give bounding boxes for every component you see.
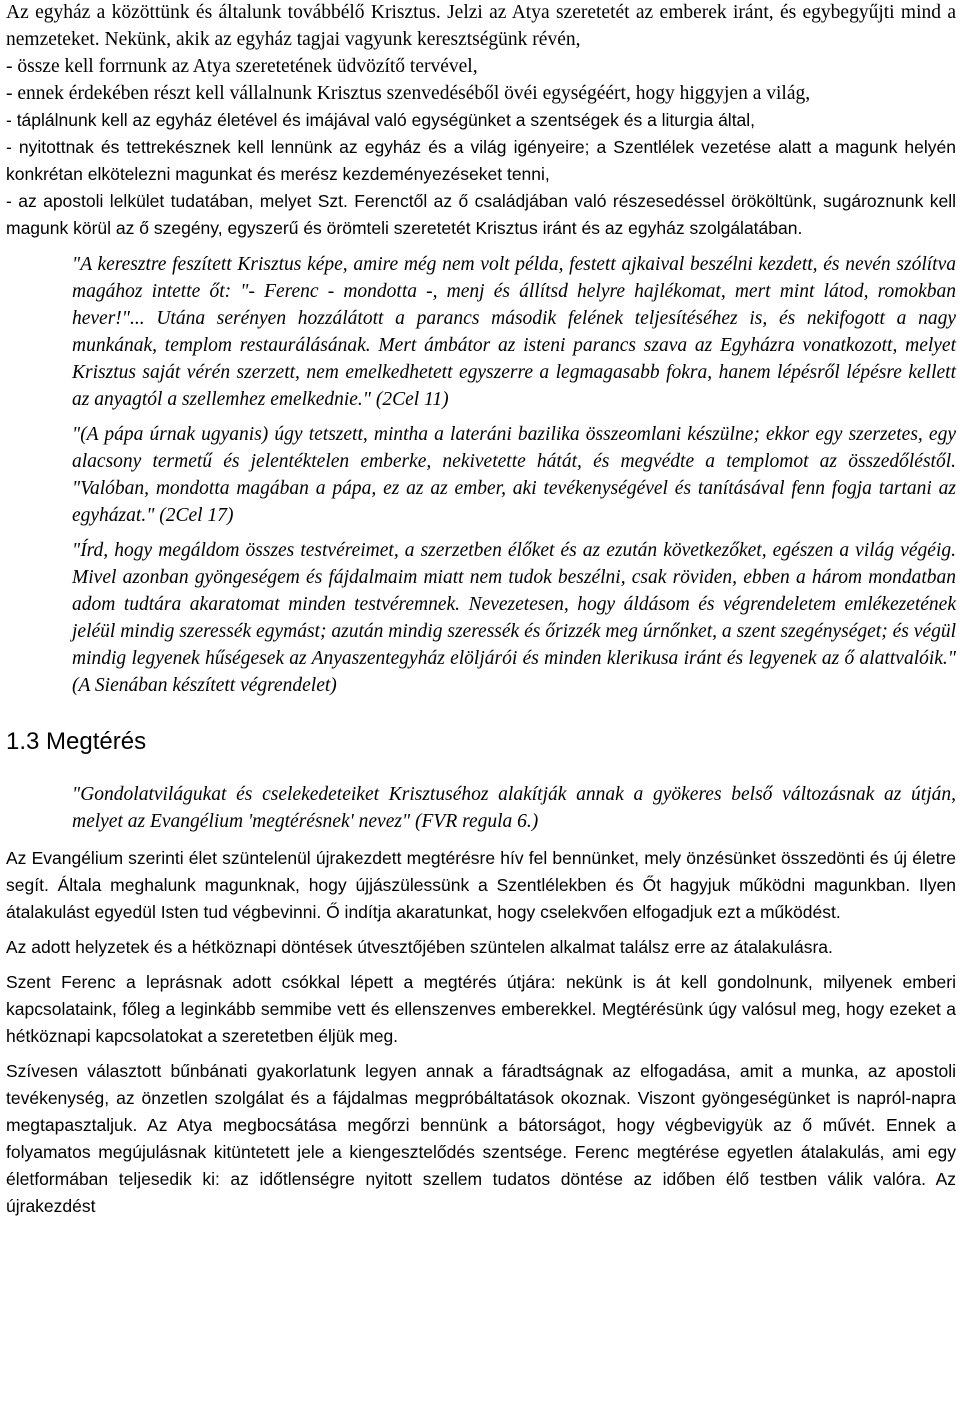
paragraph-leper-kiss: Szent Ferenc a leprásnak adott csókkal lépett a megtérés útjára: nekünk is át kell gondolnunk, milyenek emberi kapcsolataink, főleg a leginkább semmibe vett és ellenszenves emberekkel. Megtérésünk úgy valósul meg, hogy ezeket a hétköznapi kapcsolatokat a szeretetben éljük meg.	[6, 972, 956, 1046]
section-heading: 1.3 Megtérés	[6, 728, 147, 755]
quote-rule: "Gondolatvilágukat és cselekedeteiket Krisztuséhoz alakítják annak a gyökeres belső változásnak az útján, melyet az Evangélium 'megtérésnek' nevez" (FVR regula 6.)	[72, 784, 956, 832]
quote-testament: "Írd, hogy megáldom összes testvéreimet, a szerzetben élőket és az ezután következőket, egészen a világ végéig. Mivel azonban gyöngeségem és fájdalmaim miatt nem tudok beszélni, csak röviden, ebben a három mondatban adom tudtára akaratomat minden testvéremnek. Nevezetesen, hogy áldásom és végrendeletem emlékezetének jeléül mindig szeressék egymást; azután mindig szeressék és őrizzék meg úrnőnket, a szent szegénységet; és végül mindig legyenek hűségesek az Anyaszentegyház elöljárói és minden klerikusa iránt és legyenek az ő alattvalóik." (A Sienában készített végrendelet)	[72, 540, 956, 696]
paragraph-penance: Szívesen választott bűnbánati gyakorlatunk legyen annak a fáradtságnak az elfogadása, amit a munka, az apostoli tevékenység, az önzetlen szolgálat és a fájdalmas megpróbáltatások okoznak. Viszont gyöngeségünket is napról-napra megtapasztaljuk. Az Atya megbocsátása megőrzi bennünk a bátorságot, hogy végbevigyük az ő művét. Ennek a folyamatos megújulásnak kitüntetett jele a kiengesztelődés szentsége. Ferenc megtérése egyetlen átalakulás, ami egy életformában teljesedik ki: az időtlenségre nyitott szellem tudatos döntése az időben élő testben válik valóra. Az újrakezdést	[6, 1061, 956, 1216]
intro-bullet-3: - táplálnunk kell az egyház életével és imájával való egységünket a szentségek és a liturgia által,	[6, 110, 756, 130]
paragraph-daily-decisions: Az adott helyzetek és a hétköznapi döntések útvesztőjében szüntelen alkalmat találsz erre az átalakulásra.	[6, 937, 833, 957]
intro-bullet-5: - az apostoli lelkület tudatában, melyet Szt. Ferenctől az ő családjában való részesedéssel örököltünk, sugároznunk kell magunk körül az ő szegény, egyszerű és örömteli szeretetét Krisztus iránt és az egyház szolgálatában.	[6, 191, 956, 238]
document-page	[6, 0, 956, 1220]
intro-bullet-2: - ennek érdekében részt kell vállalnunk Krisztus szenvedéséből övéi egységéért, hogy higgyjen a világ,	[6, 83, 811, 104]
quote-celano-11: "A keresztre feszített Krisztus képe, amire még nem volt példa, festett ajkaival beszélni kezdett, és nevén szólítva magához intette őt: "- Ferenc - mondotta -, menj és állítsd helyre hajlékomat, mert mint látod, romokban hever!"... Utána serényen hozzálátott a parancs második felének teljesítéséhez is, és nekifogott a nagy munkának, templom restaurálásának. Mert ámbátor az isteni parancs szava az Egyházra vonatkozott, melyet Krisztus saját vérén szerzett, nem emelkedhetett egyszerre a legmagasabb fokra, hanem lépésről lépésre kellett az anyagtól a szellemhez emelkednie." (2Cel 11)	[72, 254, 956, 410]
intro-bullet-1: - össze kell forrnunk az Atya szeretetének üdvözítő tervével,	[6, 56, 478, 77]
paragraph-gospel-conversion: Az Evangélium szerinti élet szüntelenül újrakezdett megtérésre hív fel bennünket, mely önzésünket összedönti és új életre segít. Általa meghalunk magunknak, hogy újjászülessünk a Szentlélekben és Őt hagyjuk működni magunkban. Ilyen átalakulást egyedül Isten tud végbevinni. Ő indítja akaratunkat, hogy cselekvően elfogadjuk ezt a működést.	[6, 848, 956, 922]
quote-celano-17: "(A pápa úrnak ugyanis) úgy tetszett, mintha a lateráni bazilika összeomlani készülne; ekkor egy szerzetes, egy alacsony termetű és jelentéktelen emberke, nekivetette hátát, és megvédte a templomot az összedőléstől. "Valóban, mondotta magában a pápa, ez az az ember, aki tevékenységével és tanításával fenn fogja tartani az egyházat." (2Cel 17)	[72, 424, 956, 526]
intro-bullet-4: - nyitottnak és tettrekésznek kell lennünk az egyház és a világ igényeire; a Szentlélek vezetése alatt a magunk helyén konkrétan elkötelezni magunkat és merész kezdeményezéseket tenni,	[6, 137, 956, 184]
intro-paragraph: Az egyház a közöttünk és általunk továbbélő Krisztus. Jelzi az Atya szeretetét az emberek iránt, és egybegyűjti mind a nemzeteket. Nekünk, akik az egyház tagjai vagyunk keresztségünk révén,	[6, 2, 956, 50]
